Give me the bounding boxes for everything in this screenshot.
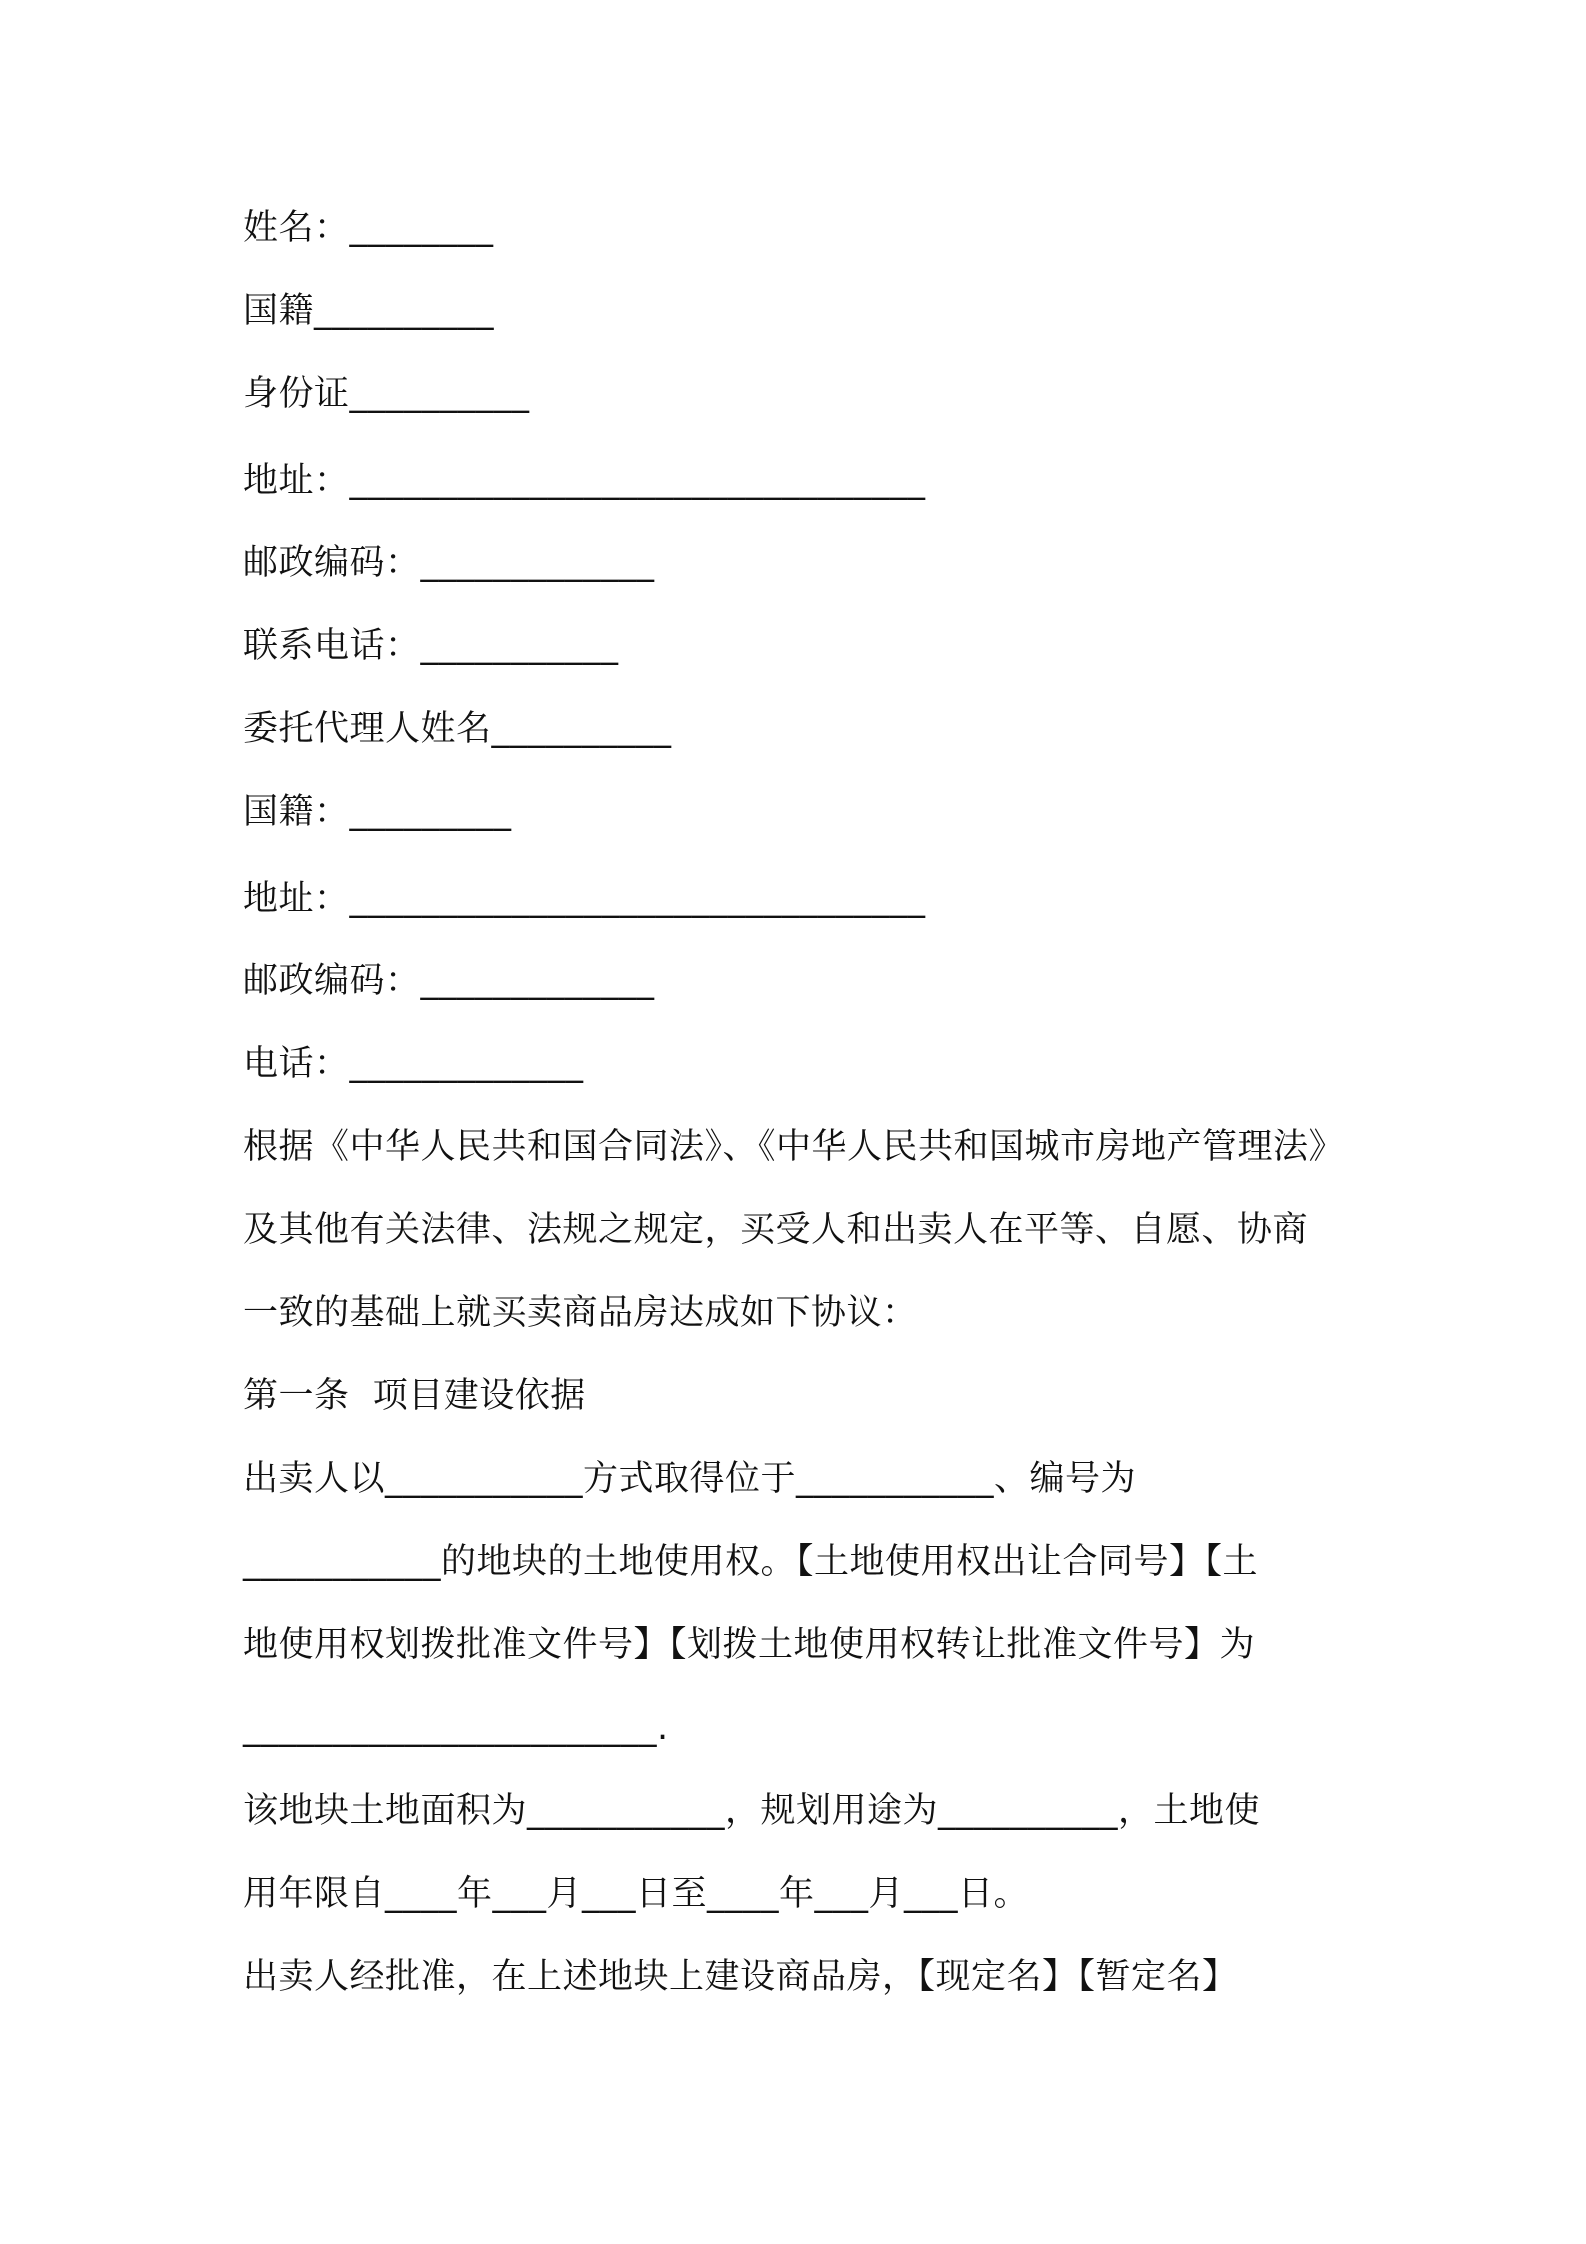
buyer-address-line: 地址：________________________________ — [243, 461, 926, 501]
buyer-id-line: 身份证__________ — [243, 374, 530, 414]
buyer-postal-code-line: 邮政编码：_____________ — [243, 543, 655, 583]
buyer-nationality-line: 国籍__________ — [243, 291, 495, 331]
agent-address-line: 地址：________________________________ — [243, 879, 926, 919]
agent-name-line: 委托代理人姓名__________ — [243, 709, 672, 749]
land-area-line-1: 该地块土地面积为___________，规划用途为__________，土地使 — [243, 1791, 1261, 1831]
article-one-line-1: 出卖人以___________方式取得位于___________、编号为 — [243, 1459, 1137, 1499]
agent-phone-line: 电话：_____________ — [243, 1044, 584, 1084]
article-one-heading: 第一条 项目建设依据 — [243, 1376, 586, 1416]
article-one-line-3: 地使用权划拨批准文件号】【划拨土地使用权转让批准文件号】为 — [243, 1625, 1256, 1665]
land-area-line-2: 用年限自____年___月___日至____年___月___日。 — [243, 1874, 1030, 1914]
agent-postal-code-line: 邮政编码：_____________ — [243, 961, 655, 1001]
intro-paragraph-line-3: 一致的基础上就买卖商品房达成如下协议： — [243, 1293, 918, 1333]
construction-line: 出卖人经批准，在上述地块上建设商品房，【现定名】【暂定名】 — [243, 1957, 1238, 1997]
article-one-line-2: ___________的地块的土地使用权。【土地使用权出让合同号】【土 — [243, 1542, 1259, 1582]
buyer-name-line: 姓名：________ — [243, 208, 494, 248]
intro-paragraph-line-1: 根据《中华人民共和国合同法》、《中华人民共和国城市房地产管理法》 — [243, 1127, 1345, 1167]
buyer-phone-line: 联系电话：___________ — [243, 626, 619, 666]
article-one-line-4: _______________________. — [243, 1708, 669, 1748]
intro-paragraph-line-2: 及其他有关法律、法规之规定，买受人和出卖人在平等、自愿、协商 — [243, 1210, 1309, 1250]
agent-nationality-line: 国籍：_________ — [243, 792, 512, 832]
